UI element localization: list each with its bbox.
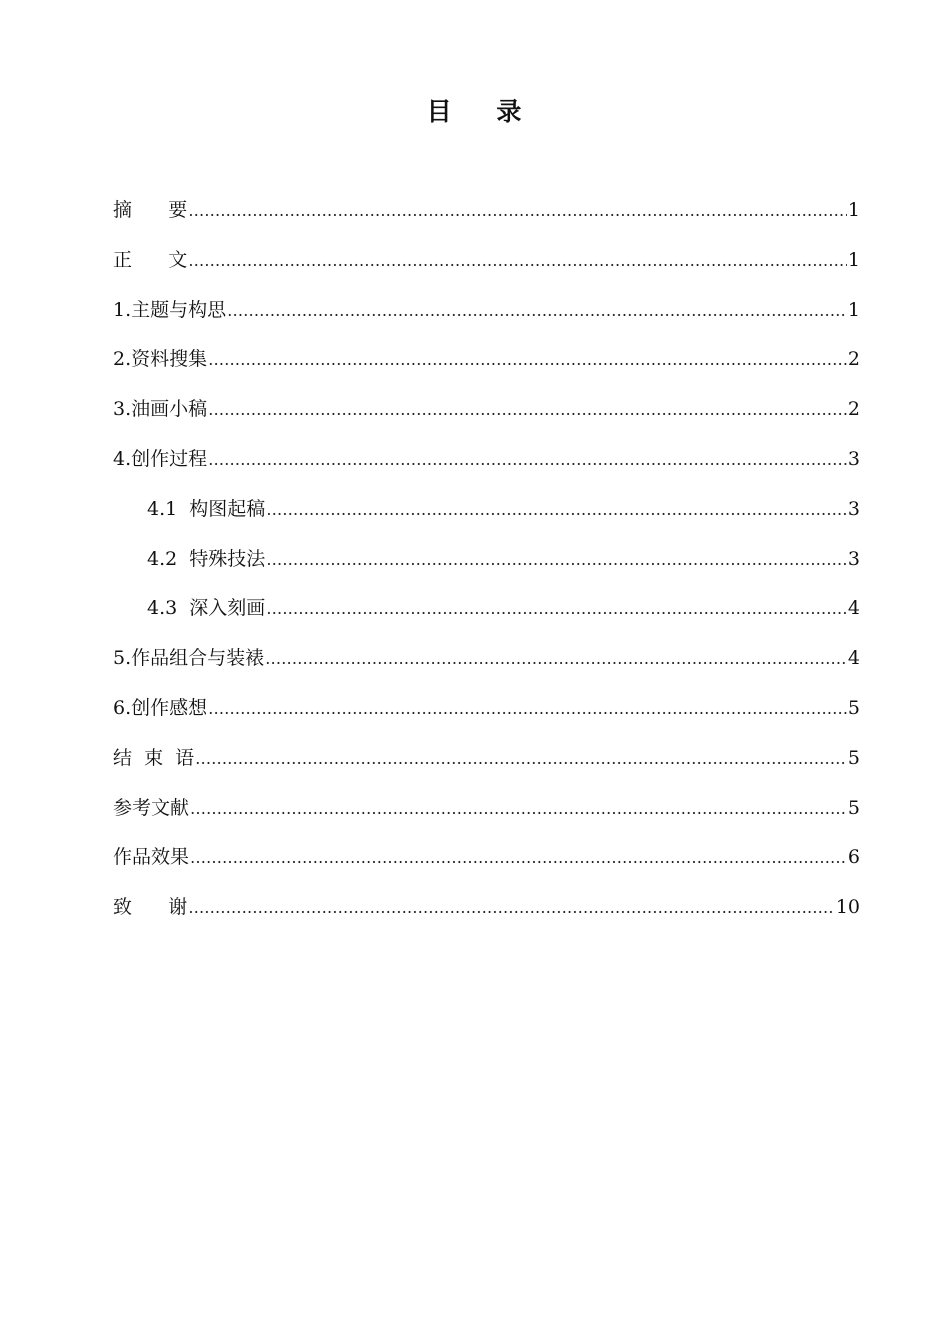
toc-entry-label: 摘 要	[113, 199, 188, 221]
toc-entry-page: 1	[847, 248, 860, 271]
toc-entry-label: 结 束 语	[113, 746, 195, 769]
toc-entry[interactable]	[113, 883, 860, 933]
toc-entry-label: 5.作品组合与装裱	[113, 647, 265, 670]
toc-subentry[interactable]	[113, 584, 860, 634]
toc-entry-page: 3	[847, 447, 860, 470]
toc-entry-label: 4.创作过程	[113, 447, 208, 470]
toc-entry-label: 参考文献	[113, 796, 190, 819]
toc-entry-label: 致 谢	[113, 896, 188, 919]
toc-entry[interactable]	[113, 335, 860, 385]
toc-dot-leader	[266, 584, 847, 634]
toc-entry-page: 5	[847, 746, 860, 769]
toc-entry-label: 4.2 特殊技法	[147, 547, 266, 570]
toc-entry-page: 3	[847, 497, 860, 520]
toc-dot-leader	[265, 634, 847, 684]
toc-entry-page: 6	[847, 846, 860, 869]
toc-entry[interactable]	[113, 833, 860, 883]
toc-dot-leader	[190, 833, 847, 883]
toc-entry-label: 正 文	[113, 248, 188, 271]
toc-entry[interactable]	[113, 734, 860, 784]
toc-entry-label: 6.创作感想	[113, 696, 208, 719]
page-title: 目 录	[426, 97, 524, 126]
toc-dot-leader	[188, 186, 847, 236]
toc-dot-leader	[208, 684, 847, 734]
toc-entry-label: 3.油画小稿	[113, 398, 208, 421]
toc-entry-page: 1	[847, 298, 860, 321]
toc-entry[interactable]	[113, 186, 860, 236]
toc-dot-leader	[188, 236, 847, 286]
toc-dot-leader	[266, 535, 847, 585]
toc-dot-leader	[208, 435, 847, 485]
toc-dot-leader	[188, 883, 835, 933]
toc-entry-label: 作品效果	[113, 846, 190, 869]
toc-dot-leader	[227, 286, 847, 336]
toc-entry-page: 2	[847, 398, 860, 421]
toc-entry-label: 4.1 构图起稿	[147, 497, 266, 520]
toc-entry-label: 2.资料搜集	[113, 348, 208, 371]
toc-dot-leader	[195, 734, 847, 784]
toc-entry[interactable]	[113, 784, 860, 834]
toc-entry-page: 2	[847, 348, 860, 371]
toc-subentry[interactable]	[113, 535, 860, 585]
toc-entry-page: 1	[847, 199, 860, 221]
toc-entry-page: 3	[847, 547, 860, 570]
toc-entry[interactable]	[113, 286, 860, 336]
toc-subentry[interactable]	[113, 485, 860, 535]
toc-entry-page: 5	[847, 796, 860, 819]
toc-entry-page: 10	[835, 896, 860, 919]
toc-dot-leader	[190, 784, 847, 834]
toc-entry-page: 4	[847, 597, 860, 620]
toc-dot-leader	[208, 335, 847, 385]
toc-entry[interactable]	[113, 634, 860, 684]
toc-entry[interactable]	[113, 435, 860, 485]
toc-dot-leader	[208, 385, 847, 435]
toc-entry-label: 1.主题与构思	[113, 298, 227, 321]
table-of-contents	[113, 186, 860, 933]
toc-entry-label: 4.3 深入刻画	[147, 597, 266, 620]
toc-entry[interactable]	[113, 236, 860, 286]
toc-entry-page: 4	[847, 647, 860, 670]
toc-entry-page: 5	[847, 696, 860, 719]
toc-entry[interactable]	[113, 684, 860, 734]
toc-dot-leader	[266, 485, 847, 535]
toc-entry[interactable]	[113, 385, 860, 435]
